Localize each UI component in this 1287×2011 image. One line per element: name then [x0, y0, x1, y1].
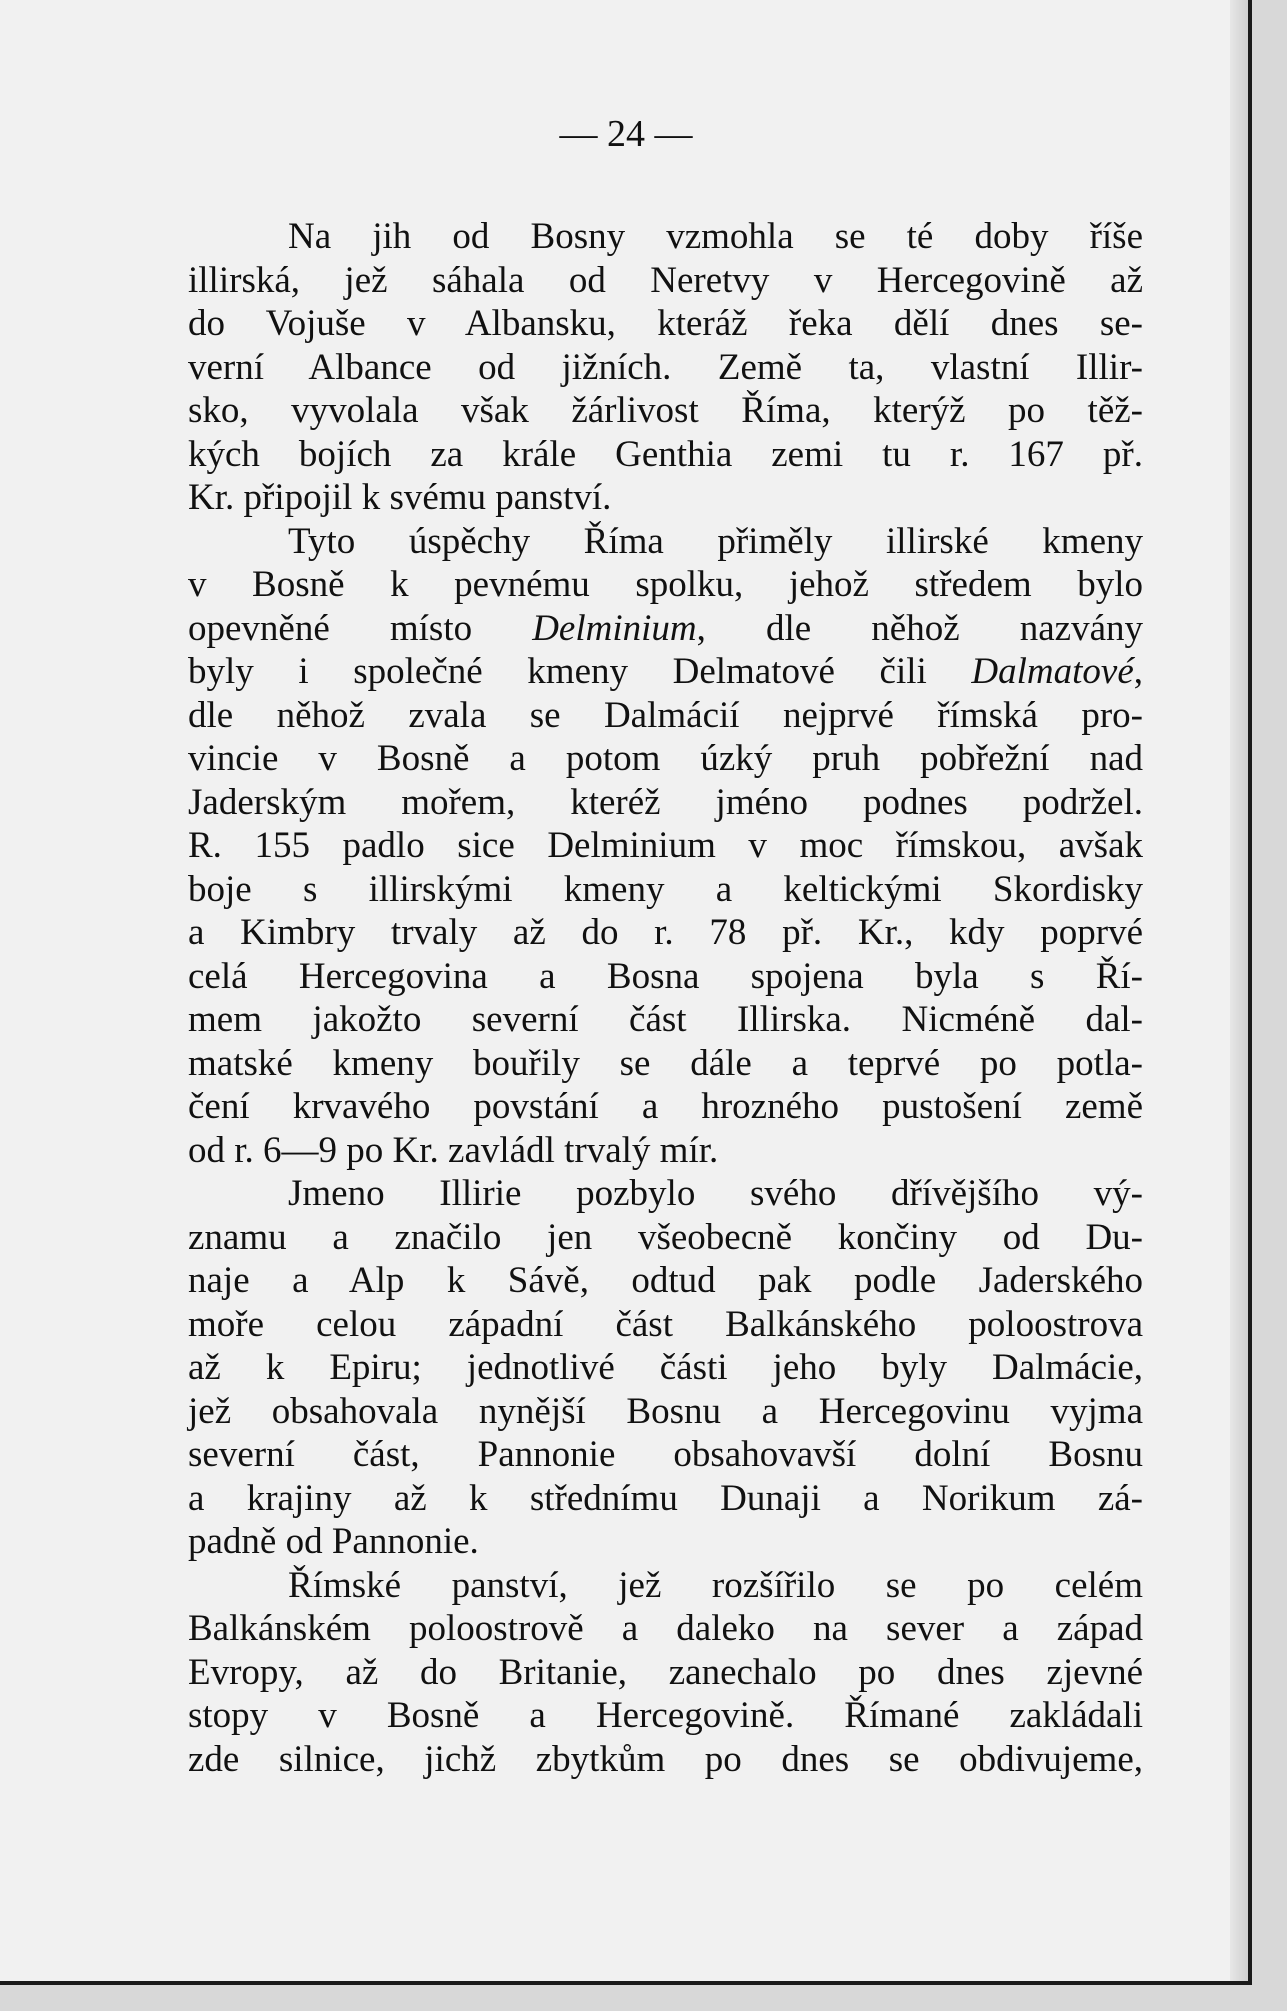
text-line: [188, 607, 1143, 651]
text-line: sko, vyvolala však žárlivost Říma, kterýž po těž-: [188, 390, 1143, 431]
text-line: znamu a značilo jen všeobecně končiny od Du-: [188, 1216, 1143, 1258]
italic-term: Dalmatové: [971, 651, 1134, 692]
body-text: [188, 215, 1143, 1781]
text-line: celá Hercegovina a Bosna spojena byla s Ří-: [188, 955, 1143, 997]
text-line: naje a Alp k Sávě, odtud pak podle Jaderského: [188, 1260, 1143, 1301]
text-line: vincie v Bosně a potom úzký pruh pobřežní nad: [188, 738, 1143, 779]
text-line: Jaderským mořem, kteréž jméno podnes podržel.: [188, 781, 1143, 823]
text-line: Evropy, až do Britanie, zanechalo po dnes zjevné: [188, 1651, 1143, 1693]
text-fragment: , dle něhož nazvány: [696, 607, 1143, 649]
text-line: jež obsahovala nynější Bosnu a Hercegovinu vyjma: [188, 1390, 1143, 1432]
text-line: od r. 6—9 po Kr. zavládl trvalý mír.: [188, 1129, 719, 1171]
text-fragment: byly i společné kmeny Delmatové čili: [188, 651, 972, 692]
text-line: až k Epiru; jednotlivé části jeho byly Dalmácie,: [188, 1347, 1143, 1388]
text-line: do Vojuše v Albansku, kteráž řeka dělí dnes se-: [188, 303, 1143, 344]
text-line: zde silnice, jichž zbytkům po dnes se obdivujeme,: [188, 1738, 1143, 1780]
text-line: Jmeno Illirie pozbylo svého dřívějšího vý-: [288, 1173, 1143, 1214]
text-line: Kr. připojil k svému panství.: [188, 477, 612, 518]
text-line: Na jih od Bosny vzmohla se té doby říše: [288, 216, 1143, 257]
text-line: boje s illirskými kmeny a keltickými Skordisky: [188, 868, 1143, 910]
text-line: [188, 650, 1143, 694]
text-line: dle něhož zvala se Dalmácií nejprvé římská pro-: [188, 694, 1143, 736]
text-line: a krajiny až k střednímu Dunaji a Norikum zá-: [188, 1477, 1143, 1519]
text-fragment: opevněné místo: [188, 607, 533, 649]
text-line: matské kmeny bouřily se dále a teprvé po potla-: [188, 1042, 1143, 1084]
text-line: a Kimbry trvaly až do r. 78 př. Kr., kdy poprvé: [188, 912, 1143, 953]
text-line: Tyto úspěchy Říma přiměly illirské kmeny: [288, 520, 1143, 562]
text-line: stopy v Bosně a Hercegovině. Římané zakládali: [188, 1695, 1143, 1736]
text-line: illirská, jež sáhala od Neretvy v Hercegovině až: [188, 259, 1143, 301]
text-line: severní část, Pannonie obsahovavší dolní Bosnu: [188, 1434, 1143, 1475]
text-line: verní Albance od jižních. Země ta, vlastní Illir-: [188, 346, 1143, 388]
italic-term: Delminium: [532, 607, 697, 649]
page-number: — 24 —: [559, 113, 693, 155]
page-edge: [1230, 0, 1248, 1981]
text-line: v Bosně k pevnému spolku, jehož středem bylo: [188, 564, 1143, 605]
text-fragment: ,: [1133, 651, 1143, 692]
text-line: čení krvavého povstání a hrozného pustošení země: [188, 1086, 1143, 1127]
text-line: R. 155 padlo sice Delminium v moc římskou, avšak: [188, 825, 1143, 866]
text-line: padně od Pannonie.: [188, 1521, 479, 1562]
text-line: Římské panství, jež rozšířilo se po celém: [288, 1564, 1143, 1606]
text-line: mem jakožto severní část Illirska. Nicméně dal-: [188, 999, 1143, 1040]
text-line: Balkánském poloostrově a daleko na sever a západ: [188, 1608, 1143, 1649]
text-line: moře celou západní část Balkánského poloostrova: [188, 1303, 1143, 1345]
text-line: kých bojích za krále Genthia zemi tu r. 167 př.: [188, 433, 1143, 475]
